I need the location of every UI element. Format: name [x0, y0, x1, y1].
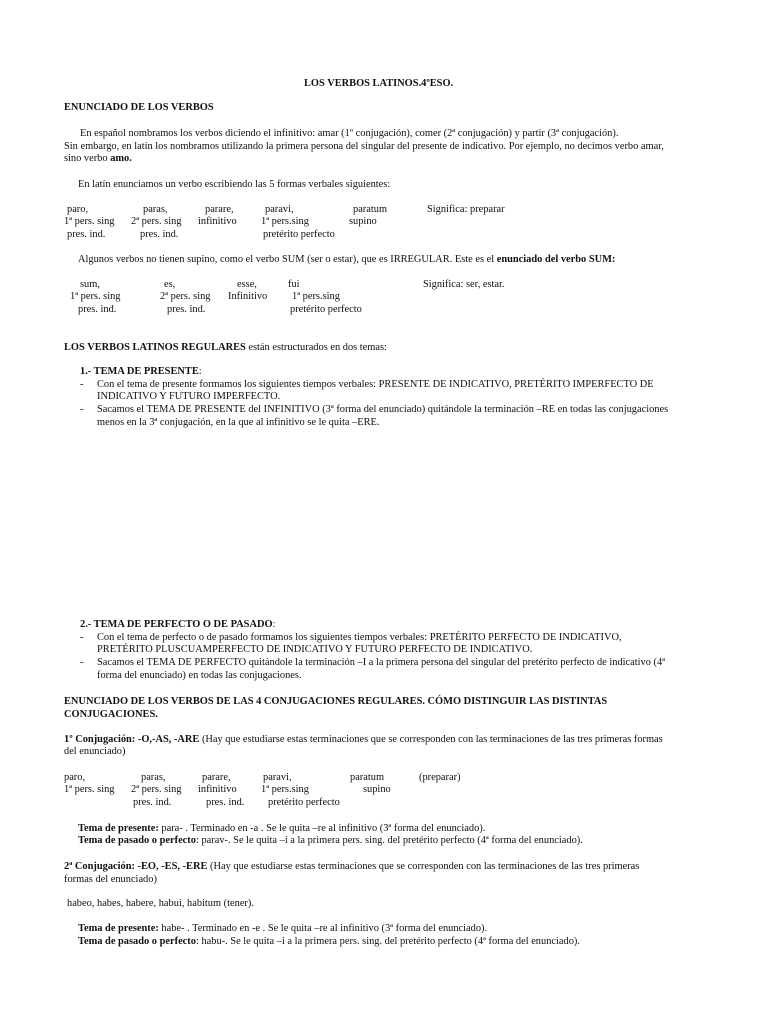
tema-perfecto-line: Tema de pasado o perfecto: parav-. Se le quita –i a la primera pers. sing. del pretérito perfecto (4ª forma del enunciado). — [78, 835, 583, 846]
table-cell: pres. ind. — [167, 304, 206, 315]
table-cell: fui — [288, 279, 300, 290]
table-cell: paratum — [350, 772, 385, 783]
bullet-marker: - — [80, 404, 84, 415]
table-cell: Infinitivo — [228, 291, 268, 302]
section-heading-tema-perfecto: 2.- TEMA DE PERFECTO O DE PASADO: — [80, 619, 276, 630]
table-cell: parare, — [205, 204, 234, 215]
table-cell: 2ª pers. sing — [160, 291, 211, 302]
table-cell: 1ª pers.sing — [261, 784, 309, 795]
table-cell: 2ª pers. sing — [131, 784, 182, 795]
paragraph-line: sino verbo amo. — [64, 153, 132, 164]
bullet-marker: - — [80, 657, 84, 668]
tema-perfecto-line: Tema de pasado o perfecto: habu-. Se le quita –i a la primera pers. sing. del pretérito perfecto (4ª forma del enunciado). — [78, 936, 580, 947]
conjugation-1-heading: 1º Conjugación: -O,-AS, -ARE (Hay que estudiarse estas terminaciones que se corresponden con las terminaciones de las tres primeras formas — [64, 734, 663, 745]
table-cell: sum, — [80, 279, 100, 290]
paragraph-line: formas del enunciado) — [64, 874, 157, 885]
paragraph-line: En latín enunciamos un verbo escribiendo las 5 formas verbales siguientes: — [78, 179, 391, 190]
bullet-marker: - — [80, 632, 84, 643]
table-cell: infinitivo — [198, 784, 237, 795]
paragraph-line: Algunos verbos no tienen supino, como el verbo SUM (ser o estar), que es IRREGULAR. Este es el enunciado del verbo SUM: — [78, 254, 616, 265]
table-cell: Significa: ser, estar. — [423, 279, 505, 290]
paragraph-line: LOS VERBOS LATINOS REGULARES están estructurados en dos temas: — [64, 342, 387, 353]
paragraph-line: Sin embargo, en latín los nombramos utilizando la primera persona del singular del presente de indicativo. Por ejemplo, no decimos verbo amar, — [64, 141, 664, 152]
bullet-text: menos en la 3ª conjugación, en la que al infinitivo se le quita –ERE. — [97, 417, 380, 428]
heading-conjugaciones: ENUNCIADO DE LOS VERBOS DE LAS 4 CONJUGACIONES REGULARES. CÓMO DISTINGUIR LAS DISTINTAS — [64, 696, 608, 707]
table-cell: es, — [164, 279, 176, 290]
table-cell: 1ª pers.sing — [261, 216, 309, 227]
document-title: LOS VERBOS LATINOS.4ºESO. — [304, 78, 454, 89]
table-cell: paravi, — [265, 204, 294, 215]
table-cell: pretérito perfecto — [290, 304, 362, 315]
bullet-text: Sacamos el TEMA DE PERFECTO quitándole la terminación –I a la primera persona del singular del pretérito perfecto de indicativo (4ª — [97, 657, 666, 668]
table-cell: (preparar) — [419, 772, 461, 783]
conjugation-2-example: habeo, habes, habere, habui, habitum (tener). — [67, 898, 254, 909]
table-cell: paro, — [67, 204, 89, 215]
table-cell: paravi, — [263, 772, 292, 783]
bullet-marker: - — [80, 379, 84, 390]
table-cell: pretérito perfecto — [268, 797, 340, 808]
table-cell: parare, — [202, 772, 231, 783]
table-cell: paro, — [64, 772, 86, 783]
table-cell: supino — [349, 216, 377, 227]
section-heading-tema-presente: 1.- TEMA DE PRESENTE: — [80, 366, 202, 377]
table-cell: pretérito perfecto — [263, 229, 335, 240]
table-cell: Significa: preparar — [427, 204, 505, 215]
table-cell: esse, — [237, 279, 257, 290]
table-cell: 1ª pers. sing — [64, 784, 115, 795]
tema-presente-line: Tema de presente: para- . Terminado en -a . Se le quita –re al infinitivo (3ª forma del enunciado). — [78, 823, 486, 834]
bullet-text: Sacamos el TEMA DE PRESENTE del INFINITIVO (3ª forma del enunciado) quitándole la terminación –RE en todas las conjugaciones — [97, 404, 669, 415]
bullet-text: PRETÉRITO PLUSCUAMPERFECTO DE INDICATIVO Y FUTURO PERFECTO DE INDICATIVO. — [97, 644, 533, 655]
paragraph-line: En español nombramos los verbos diciendo el infinitivo: amar (1º conjugación), comer (2ª conjugación) y partir (3ª conjugación). — [80, 128, 619, 139]
table-cell: paratum — [353, 204, 388, 215]
table-cell: supino — [363, 784, 391, 795]
table-cell: pres. ind. — [67, 229, 106, 240]
table-cell: pres. ind. — [78, 304, 117, 315]
table-cell: pres. ind. — [133, 797, 172, 808]
table-cell: 1ª pers. sing — [70, 291, 121, 302]
heading-conjugaciones: CONJUGACIONES. — [64, 709, 158, 720]
table-cell: paras, — [141, 772, 166, 783]
bullet-text: INDICATIVO Y FUTURO IMPERFECTO. — [97, 391, 281, 402]
table-cell: pres. ind. — [140, 229, 179, 240]
table-cell: infinitivo — [198, 216, 237, 227]
table-cell: 2ª pers. sing — [131, 216, 182, 227]
paragraph-line: del enunciado) — [64, 746, 126, 757]
table-cell: paras, — [143, 204, 168, 215]
bullet-text: Con el tema de perfecto o de pasado formamos los siguientes tiempos verbales: PRETÉRITO PERFECTO DE INDICATIVO, — [97, 632, 622, 643]
bullet-text: Con el tema de presente formamos los siguientes tiempos verbales: PRESENTE DE INDICATIVO, PRETÉRITO IMPERFECTO DE — [97, 379, 654, 390]
bullet-text: forma del enunciado) en todas las conjugaciones. — [97, 670, 302, 681]
table-cell: 1ª pers.sing — [292, 291, 340, 302]
conjugation-2-heading: 2ª Conjugación: -EO, -ES, -ERE (Hay que estudiarse estas terminaciones que se corresponden con las terminaciones de las tres primeras — [64, 861, 640, 872]
heading-enunciado: ENUNCIADO DE LOS VERBOS — [64, 102, 214, 113]
table-cell: pres. ind. — [206, 797, 245, 808]
tema-presente-line: Tema de presente: habe- . Terminado en -e . Se le quita –re al infinitivo (3ª forma del enunciado). — [78, 923, 488, 934]
table-cell: 1ª pers. sing — [64, 216, 115, 227]
